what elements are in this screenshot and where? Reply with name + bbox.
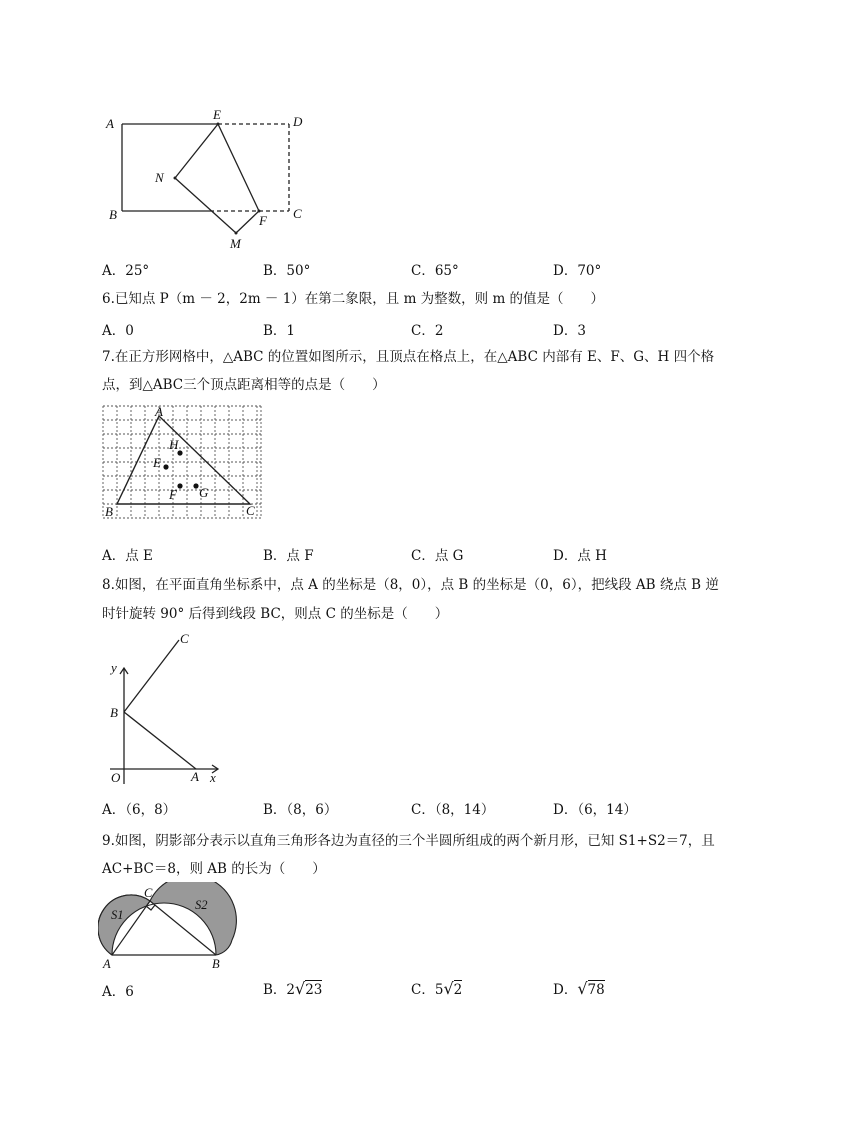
q9-option-c-prefix: C． bbox=[411, 982, 435, 998]
q5-option-a[interactable]: A．25° bbox=[102, 263, 150, 279]
sqrt-icon: √ bbox=[295, 979, 306, 998]
q5-option-d[interactable]: D．70° bbox=[553, 263, 602, 279]
q9-option-d[interactable] bbox=[553, 980, 605, 999]
q6-option-d[interactable]: D．3 bbox=[553, 323, 586, 339]
q8-label-B: B bbox=[110, 705, 118, 720]
q6-option-c[interactable]: C．2 bbox=[411, 323, 444, 339]
q7-label-B: B bbox=[105, 504, 113, 519]
q8-label-x: x bbox=[210, 770, 216, 785]
q5-label-A: A bbox=[106, 116, 114, 131]
q8-label-O: O bbox=[111, 770, 121, 785]
q9-option-c-radicand: 2 bbox=[453, 982, 463, 998]
q7-option-a[interactable]: A．点 E bbox=[102, 548, 153, 564]
q7-option-b[interactable]: B．点 F bbox=[263, 548, 314, 564]
q9-option-d-prefix: D． bbox=[553, 982, 578, 998]
q9-stem-line2: AC+BC＝8，则 AB 的长为（ ） bbox=[102, 861, 326, 877]
q7-label-E: E bbox=[153, 455, 161, 470]
q8-figure bbox=[100, 628, 230, 786]
q8-option-d[interactable]: D．（6，14） bbox=[553, 802, 637, 818]
q7-option-c[interactable]: C．点 G bbox=[411, 548, 464, 564]
q5-label-N: N bbox=[155, 170, 164, 185]
q8-label-C: C bbox=[180, 631, 189, 646]
q8-stem-line1: 8.如图，在平面直角坐标系中，点 A 的坐标是（8，0），点 B 的坐标是（0，6），把线段 AB 绕点 B 逆 bbox=[102, 577, 719, 593]
q9-label-S1: S1 bbox=[111, 908, 124, 922]
q7-label-F: F bbox=[169, 487, 177, 502]
q9-option-d-radicand: 78 bbox=[587, 982, 605, 998]
q8-option-c[interactable]: C．（8，14） bbox=[411, 802, 495, 818]
q9-stem-line1: 9.如图，阴影部分表示以直角三角形各边为直径的三个半圆所组成的两个新月形，已知 S1+S2＝7，且 bbox=[102, 833, 715, 849]
q5-label-M: M bbox=[230, 236, 241, 251]
q5-figure bbox=[95, 105, 325, 255]
q5-option-c[interactable]: C．65° bbox=[411, 263, 459, 279]
q8-label-y: y bbox=[111, 660, 117, 675]
sqrt-icon: √ bbox=[577, 979, 588, 998]
q6-option-a[interactable]: A．0 bbox=[102, 323, 134, 339]
q6-stem: 6.已知点 P（m － 2，2m － 1）在第二象限，且 m 为整数，则 m 的值是（ ） bbox=[102, 291, 605, 307]
q9-option-b-prefix: B． bbox=[263, 982, 287, 998]
q7-label-G: G bbox=[199, 485, 209, 500]
q9-label-B: B bbox=[212, 957, 220, 970]
q5-label-F: F bbox=[259, 213, 267, 228]
q9-option-c[interactable] bbox=[411, 980, 462, 999]
q9-option-b-radicand: 23 bbox=[305, 982, 323, 998]
q7-figure bbox=[100, 403, 264, 521]
q9-label-C: C bbox=[144, 886, 153, 900]
q9-option-b[interactable] bbox=[263, 980, 322, 999]
q9-figure bbox=[98, 882, 243, 970]
q8-stem-line2: 时针旋转 90° 后得到线段 BC，则点 C 的坐标是（ ） bbox=[102, 606, 449, 622]
sqrt-icon: √ bbox=[443, 979, 454, 998]
q7-label-C: C bbox=[246, 503, 255, 518]
q5-label-E: E bbox=[213, 107, 221, 122]
q5-label-C: C bbox=[293, 206, 302, 221]
q7-label-H: H bbox=[169, 437, 179, 452]
q8-option-a[interactable]: A．（6，8） bbox=[102, 802, 177, 818]
q9-option-b-coef: 2 bbox=[286, 982, 296, 998]
q6-option-b[interactable]: B．1 bbox=[263, 323, 296, 339]
q9-label-S2: S2 bbox=[195, 898, 208, 912]
q8-option-b[interactable]: B．（8，6） bbox=[263, 802, 338, 818]
q7-stem-line1: 7.在正方形网格中，△ABC 的位置如图所示，且顶点在格点上，在△ABC 内部有 E、F、G、H 四个格 bbox=[102, 349, 715, 365]
q8-label-A: A bbox=[191, 769, 199, 784]
q7-option-d[interactable]: D．点 H bbox=[553, 548, 607, 564]
q9-option-a[interactable]: A．6 bbox=[102, 984, 134, 1000]
q9-label-A: A bbox=[103, 957, 111, 970]
q7-label-A: A bbox=[155, 404, 163, 419]
q7-stem-line2: 点，到△ABC三个顶点距离相等的点是（ ） bbox=[102, 377, 386, 393]
q5-option-b[interactable]: B．50° bbox=[263, 263, 311, 279]
q5-label-D: D bbox=[293, 114, 303, 129]
q9-option-c-coef: 5 bbox=[434, 982, 444, 998]
q5-label-B: B bbox=[109, 207, 117, 222]
